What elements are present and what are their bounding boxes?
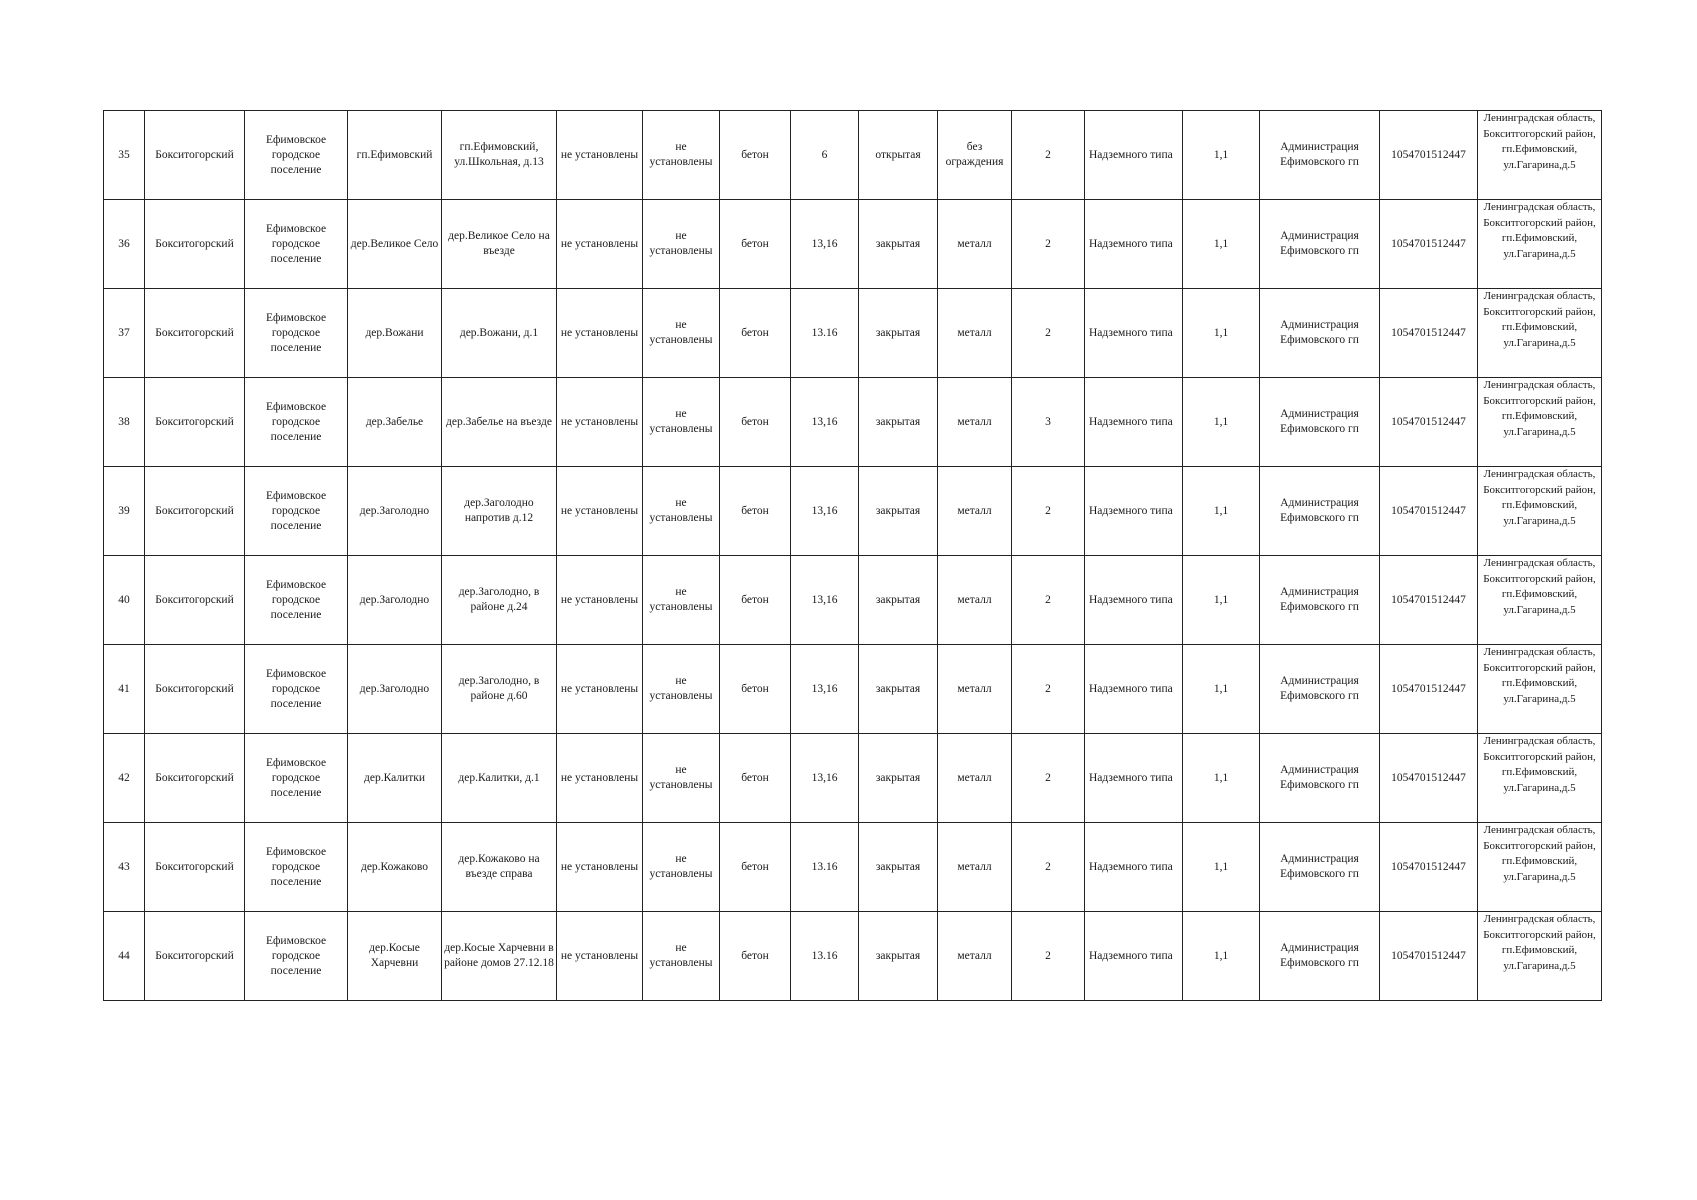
settlement-cell: Ефимовское городское поселение (245, 111, 348, 200)
owner-cell: Администрация Ефимовского гп (1260, 378, 1380, 467)
site-type-cell: закрытая (859, 734, 938, 823)
coordinates-cell-2: не установлены (643, 734, 720, 823)
address-cell: дер.Кожаково на въезде справа (442, 823, 557, 912)
settlement-cell: Ефимовское городское поселение (245, 200, 348, 289)
locality-cell: дер.Заголодно (348, 556, 442, 645)
container-type-cell: Надземного типа (1085, 378, 1183, 467)
owner-cell: Администрация Ефимовского гп (1260, 467, 1380, 556)
coordinates-cell: не установлены (557, 289, 643, 378)
ogrn-cell: 1054701512447 (1380, 467, 1478, 556)
district-cell: Бокситогорский (145, 111, 245, 200)
surface-cell: бетон (720, 823, 791, 912)
container-count-cell: 2 (1012, 111, 1085, 200)
owner-address-cell: Ленинградская область, Бокситгогорский район, гп.Ефимовский, ул.Гагарина,д.5 (1478, 378, 1602, 467)
row-number: 40 (104, 556, 145, 645)
ogrn-cell: 1054701512447 (1380, 289, 1478, 378)
table-row (104, 378, 1602, 467)
site-type-cell: закрытая (859, 645, 938, 734)
container-type-cell: Надземного типа (1085, 645, 1183, 734)
container-type-cell: Надземного типа (1085, 467, 1183, 556)
surface-cell: бетон (720, 645, 791, 734)
address-cell: дер.Великое Село на въезде (442, 200, 557, 289)
locality-cell: дер.Заголодно (348, 645, 442, 734)
area-cell: 13.16 (791, 289, 859, 378)
surface-cell: бетон (720, 289, 791, 378)
volume-cell: 1,1 (1183, 645, 1260, 734)
locality-cell: дер.Великое Село (348, 200, 442, 289)
fence-cell: без ограждения (938, 111, 1012, 200)
owner-address-cell: Ленинградская область, Бокситгогорский район, гп.Ефимовский, ул.Гагарина,д.5 (1478, 645, 1602, 734)
district-cell: Бокситогорский (145, 200, 245, 289)
owner-address-cell: Ленинградская область, Бокситгогорский район, гп.Ефимовский, ул.Гагарина,д.5 (1478, 200, 1602, 289)
surface-cell: бетон (720, 556, 791, 645)
fence-cell: металл (938, 912, 1012, 1001)
table-body (104, 111, 1602, 1001)
owner-cell: Администрация Ефимовского гп (1260, 645, 1380, 734)
container-count-cell: 2 (1012, 823, 1085, 912)
coordinates-cell-2: не установлены (643, 111, 720, 200)
coordinates-cell-2: не установлены (643, 289, 720, 378)
container-count-cell: 2 (1012, 734, 1085, 823)
owner-address-cell: Ленинградская область, Бокситгогорский район, гп.Ефимовский, ул.Гагарина,д.5 (1478, 556, 1602, 645)
owner-cell: Администрация Ефимовского гп (1260, 200, 1380, 289)
coordinates-cell-2: не установлены (643, 378, 720, 467)
coordinates-cell-2: не установлены (643, 645, 720, 734)
settlement-cell: Ефимовское городское поселение (245, 467, 348, 556)
table-row (104, 111, 1602, 200)
ogrn-cell: 1054701512447 (1380, 912, 1478, 1001)
area-cell: 13,16 (791, 645, 859, 734)
fence-cell: металл (938, 467, 1012, 556)
fence-cell: металл (938, 645, 1012, 734)
registry-table (103, 110, 1602, 1001)
site-type-cell: закрытая (859, 823, 938, 912)
locality-cell: дер.Забелье (348, 378, 442, 467)
container-type-cell: Надземного типа (1085, 200, 1183, 289)
settlement-cell: Ефимовское городское поселение (245, 912, 348, 1001)
row-number: 42 (104, 734, 145, 823)
district-cell: Бокситогорский (145, 734, 245, 823)
table-row (104, 289, 1602, 378)
container-type-cell: Надземного типа (1085, 823, 1183, 912)
area-cell: 13,16 (791, 200, 859, 289)
fence-cell: металл (938, 823, 1012, 912)
district-cell: Бокситогорский (145, 467, 245, 556)
owner-cell: Администрация Ефимовского гп (1260, 556, 1380, 645)
owner-cell: Администрация Ефимовского гп (1260, 111, 1380, 200)
container-type-cell: Надземного типа (1085, 734, 1183, 823)
site-type-cell: закрытая (859, 912, 938, 1001)
row-number: 36 (104, 200, 145, 289)
surface-cell: бетон (720, 734, 791, 823)
table-row (104, 912, 1602, 1001)
table-row (104, 645, 1602, 734)
coordinates-cell: не установлены (557, 111, 643, 200)
row-number: 44 (104, 912, 145, 1001)
coordinates-cell-2: не установлены (643, 823, 720, 912)
fence-cell: металл (938, 200, 1012, 289)
container-count-cell: 2 (1012, 556, 1085, 645)
volume-cell: 1,1 (1183, 556, 1260, 645)
row-number: 41 (104, 645, 145, 734)
row-number: 37 (104, 289, 145, 378)
settlement-cell: Ефимовское городское поселение (245, 289, 348, 378)
locality-cell: дер.Калитки (348, 734, 442, 823)
coordinates-cell: не установлены (557, 467, 643, 556)
settlement-cell: Ефимовское городское поселение (245, 556, 348, 645)
container-type-cell: Надземного типа (1085, 289, 1183, 378)
owner-address-cell: Ленинградская область, Бокситгогорский район, гп.Ефимовский, ул.Гагарина,д.5 (1478, 111, 1602, 200)
coordinates-cell: не установлены (557, 556, 643, 645)
locality-cell: дер.Косые Харчевни (348, 912, 442, 1001)
locality-cell: дер.Вожани (348, 289, 442, 378)
coordinates-cell-2: не установлены (643, 200, 720, 289)
coordinates-cell: не установлены (557, 200, 643, 289)
site-type-cell: открытая (859, 111, 938, 200)
table-row (104, 200, 1602, 289)
coordinates-cell-2: не установлены (643, 556, 720, 645)
container-count-cell: 2 (1012, 645, 1085, 734)
table-row (104, 556, 1602, 645)
row-number: 39 (104, 467, 145, 556)
ogrn-cell: 1054701512447 (1380, 556, 1478, 645)
volume-cell: 1,1 (1183, 912, 1260, 1001)
volume-cell: 1,1 (1183, 823, 1260, 912)
address-cell: дер.Забелье на въезде (442, 378, 557, 467)
container-count-cell: 2 (1012, 467, 1085, 556)
district-cell: Бокситогорский (145, 823, 245, 912)
table-row (104, 467, 1602, 556)
volume-cell: 1,1 (1183, 111, 1260, 200)
container-count-cell: 3 (1012, 378, 1085, 467)
volume-cell: 1,1 (1183, 289, 1260, 378)
settlement-cell: Ефимовское городское поселение (245, 823, 348, 912)
volume-cell: 1,1 (1183, 378, 1260, 467)
ogrn-cell: 1054701512447 (1380, 200, 1478, 289)
surface-cell: бетон (720, 200, 791, 289)
coordinates-cell: не установлены (557, 912, 643, 1001)
container-count-cell: 2 (1012, 289, 1085, 378)
area-cell: 13,16 (791, 378, 859, 467)
district-cell: Бокситогорский (145, 289, 245, 378)
district-cell: Бокситогорский (145, 556, 245, 645)
settlement-cell: Ефимовское городское поселение (245, 645, 348, 734)
locality-cell: гп.Ефимовский (348, 111, 442, 200)
locality-cell: дер.Кожаково (348, 823, 442, 912)
surface-cell: бетон (720, 111, 791, 200)
coordinates-cell: не установлены (557, 378, 643, 467)
district-cell: Бокситогорский (145, 912, 245, 1001)
container-count-cell: 2 (1012, 200, 1085, 289)
row-number: 38 (104, 378, 145, 467)
settlement-cell: Ефимовское городское поселение (245, 378, 348, 467)
fence-cell: металл (938, 378, 1012, 467)
site-type-cell: закрытая (859, 378, 938, 467)
coordinates-cell: не установлены (557, 734, 643, 823)
locality-cell: дер.Заголодно (348, 467, 442, 556)
owner-cell: Администрация Ефимовского гп (1260, 912, 1380, 1001)
ogrn-cell: 1054701512447 (1380, 734, 1478, 823)
row-number: 35 (104, 111, 145, 200)
area-cell: 13.16 (791, 912, 859, 1001)
ogrn-cell: 1054701512447 (1380, 378, 1478, 467)
owner-cell: Администрация Ефимовского гп (1260, 734, 1380, 823)
coordinates-cell-2: не установлены (643, 912, 720, 1001)
owner-address-cell: Ленинградская область, Бокситгогорский район, гп.Ефимовский, ул.Гагарина,д.5 (1478, 734, 1602, 823)
volume-cell: 1,1 (1183, 467, 1260, 556)
site-type-cell: закрытая (859, 200, 938, 289)
owner-cell: Администрация Ефимовского гп (1260, 289, 1380, 378)
owner-address-cell: Ленинградская область, Бокситгогорский район, гп.Ефимовский, ул.Гагарина,д.5 (1478, 912, 1602, 1001)
table-row (104, 734, 1602, 823)
site-type-cell: закрытая (859, 556, 938, 645)
fence-cell: металл (938, 734, 1012, 823)
fence-cell: металл (938, 556, 1012, 645)
address-cell: дер.Заголодно напротив д.12 (442, 467, 557, 556)
surface-cell: бетон (720, 912, 791, 1001)
area-cell: 13,16 (791, 734, 859, 823)
address-cell: дер.Заголодно, в районе д.60 (442, 645, 557, 734)
area-cell: 6 (791, 111, 859, 200)
address-cell: дер.Косые Харчевни в районе домов 27.12.18 (442, 912, 557, 1001)
area-cell: 13,16 (791, 556, 859, 645)
coordinates-cell: не установлены (557, 645, 643, 734)
fence-cell: металл (938, 289, 1012, 378)
address-cell: дер.Калитки, д.1 (442, 734, 557, 823)
surface-cell: бетон (720, 378, 791, 467)
coordinates-cell-2: не установлены (643, 467, 720, 556)
row-number: 43 (104, 823, 145, 912)
settlement-cell: Ефимовское городское поселение (245, 734, 348, 823)
surface-cell: бетон (720, 467, 791, 556)
owner-address-cell: Ленинградская область, Бокситгогорский район, гп.Ефимовский, ул.Гагарина,д.5 (1478, 823, 1602, 912)
table-row (104, 823, 1602, 912)
container-type-cell: Надземного типа (1085, 111, 1183, 200)
site-type-cell: закрытая (859, 467, 938, 556)
area-cell: 13.16 (791, 823, 859, 912)
owner-address-cell: Ленинградская область, Бокситгогорский район, гп.Ефимовский, ул.Гагарина,д.5 (1478, 467, 1602, 556)
area-cell: 13,16 (791, 467, 859, 556)
address-cell: дер.Вожани, д.1 (442, 289, 557, 378)
coordinates-cell: не установлены (557, 823, 643, 912)
address-cell: дер.Заголодно, в районе д.24 (442, 556, 557, 645)
ogrn-cell: 1054701512447 (1380, 645, 1478, 734)
container-type-cell: Надземного типа (1085, 556, 1183, 645)
district-cell: Бокситогорский (145, 378, 245, 467)
owner-address-cell: Ленинградская область, Бокситгогорский район, гп.Ефимовский, ул.Гагарина,д.5 (1478, 289, 1602, 378)
ogrn-cell: 1054701512447 (1380, 111, 1478, 200)
container-type-cell: Надземного типа (1085, 912, 1183, 1001)
volume-cell: 1,1 (1183, 734, 1260, 823)
volume-cell: 1,1 (1183, 200, 1260, 289)
owner-cell: Администрация Ефимовского гп (1260, 823, 1380, 912)
container-count-cell: 2 (1012, 912, 1085, 1001)
district-cell: Бокситогорский (145, 645, 245, 734)
site-type-cell: закрытая (859, 289, 938, 378)
ogrn-cell: 1054701512447 (1380, 823, 1478, 912)
address-cell: гп.Ефимовский, ул.Школьная, д.13 (442, 111, 557, 200)
